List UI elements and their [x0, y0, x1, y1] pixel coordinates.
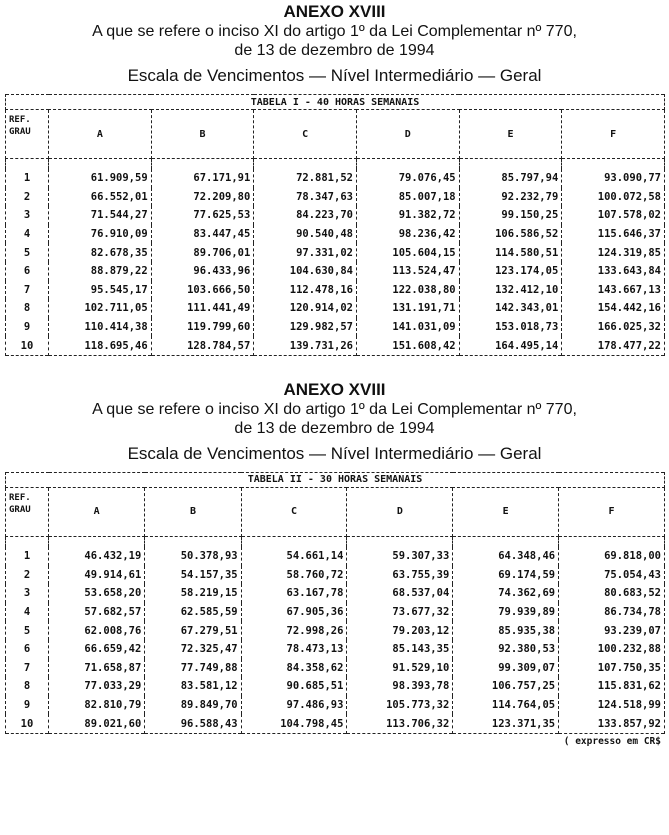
column-header-a: A — [49, 487, 145, 536]
grade-cell: 3 — [6, 206, 49, 225]
salary-cell: 79.939,89 — [453, 603, 559, 622]
salary-cell: 77.749,88 — [145, 659, 241, 678]
salary-cell: 178.477,22 — [562, 336, 665, 355]
column-header-b: B — [145, 487, 241, 536]
salary-cell: 102.711,05 — [49, 299, 152, 318]
salary-cell: 107.750,35 — [559, 659, 665, 678]
salary-cell: 71.544,27 — [49, 206, 152, 225]
salary-cell: 46.432,19 — [49, 547, 145, 566]
salary-cell: 83.581,12 — [145, 677, 241, 696]
salary-cell: 128.784,57 — [151, 336, 254, 355]
salary-cell: 153.018,73 — [459, 318, 562, 337]
salary-cell: 97.486,93 — [241, 696, 347, 715]
salary-cell: 77.625,53 — [151, 206, 254, 225]
salary-cell: 105.604,15 — [356, 243, 459, 262]
salary-cell: 89.021,60 — [49, 714, 145, 733]
spacer-cell — [453, 536, 559, 547]
salary-cell: 113.706,32 — [347, 714, 453, 733]
salary-cell: 78.347,63 — [254, 188, 357, 207]
grade-cell: 2 — [6, 188, 49, 207]
salary-cell: 61.909,59 — [49, 169, 152, 188]
salary-cell: 69.818,00 — [559, 547, 665, 566]
salary-cell: 113.524,47 — [356, 262, 459, 281]
table-row — [6, 243, 665, 262]
spacer-cell — [347, 536, 453, 547]
grade-cell: 3 — [6, 584, 49, 603]
salary-cell: 88.879,22 — [49, 262, 152, 281]
ref-header: REF. — [9, 492, 31, 503]
spacer-cell — [356, 159, 459, 170]
salary-cell: 106.586,52 — [459, 225, 562, 244]
salary-cell: 67.905,36 — [241, 603, 347, 622]
grade-cell: 1 — [6, 547, 49, 566]
salary-cell: 82.678,35 — [49, 243, 152, 262]
table-title-row — [6, 472, 665, 487]
table-row — [6, 584, 665, 603]
column-header-e: E — [453, 487, 559, 536]
salary-cell: 85.007,18 — [356, 188, 459, 207]
salary-cell: 143.667,13 — [562, 281, 665, 300]
salary-cell: 97.331,02 — [254, 243, 357, 262]
scale-title: Escala de Vencimentos — Nível Intermediário — Geral — [127, 66, 542, 85]
section-table-1 — [0, 0, 669, 356]
salary-cell: 80.683,52 — [559, 584, 665, 603]
grade-cell: 4 — [6, 603, 49, 622]
salary-cell: 111.441,49 — [151, 299, 254, 318]
table-row — [6, 677, 665, 696]
salary-cell: 67.171,91 — [151, 169, 254, 188]
salary-cell: 90.685,51 — [241, 677, 347, 696]
table-row — [6, 696, 665, 715]
ref-header: REF. — [9, 115, 31, 125]
table-row — [6, 206, 665, 225]
table-row — [6, 714, 665, 733]
salary-cell: 166.025,32 — [562, 318, 665, 337]
salary-cell: 66.659,42 — [49, 640, 145, 659]
salary-cell: 85.143,35 — [347, 640, 453, 659]
spacer-cell — [6, 159, 49, 170]
grade-cell: 5 — [6, 243, 49, 262]
table-row — [6, 659, 665, 678]
spacer-cell — [145, 536, 241, 547]
table-row — [6, 603, 665, 622]
salary-cell: 123.371,35 — [453, 714, 559, 733]
salary-table — [5, 472, 665, 734]
salary-cell: 114.764,05 — [453, 696, 559, 715]
column-header-c: C — [241, 487, 347, 536]
grade-cell: 7 — [6, 281, 49, 300]
spacer-cell — [459, 159, 562, 170]
salary-cell: 72.998,26 — [241, 621, 347, 640]
salary-cell: 118.695,46 — [49, 336, 152, 355]
salary-cell: 84.358,62 — [241, 659, 347, 678]
law-reference-line-1: A que se refere o inciso XI do artigo 1º da Lei Complementar nº 770, — [92, 400, 577, 418]
salary-cell: 107.578,02 — [562, 206, 665, 225]
table-row — [6, 281, 665, 300]
table-row — [6, 621, 665, 640]
salary-cell: 119.799,60 — [151, 318, 254, 337]
table-row — [6, 225, 665, 244]
salary-cell: 103.666,50 — [151, 281, 254, 300]
ref-grade-header — [6, 110, 49, 159]
grade-cell: 9 — [6, 318, 49, 337]
spacer-cell — [241, 536, 347, 547]
column-header-row — [6, 110, 665, 159]
spacer-cell — [254, 159, 357, 170]
salary-cell: 85.797,94 — [459, 169, 562, 188]
spacer-cell — [49, 536, 145, 547]
salary-cell: 72.325,47 — [145, 640, 241, 659]
grade-cell: 1 — [6, 169, 49, 188]
salary-cell: 79.203,12 — [347, 621, 453, 640]
salary-cell: 106.757,25 — [453, 677, 559, 696]
salary-cell: 98.236,42 — [356, 225, 459, 244]
grade-cell: 10 — [6, 714, 49, 733]
grade-header: GRAU — [9, 127, 31, 137]
salary-cell: 74.362,69 — [453, 584, 559, 603]
salary-cell: 84.223,70 — [254, 206, 357, 225]
ref-grade-header — [6, 487, 49, 536]
salary-cell: 54.661,14 — [241, 547, 347, 566]
spacer-row — [6, 159, 665, 170]
section-table-2 — [0, 356, 669, 747]
salary-cell: 133.643,84 — [562, 262, 665, 281]
column-header-e: E — [459, 110, 562, 159]
spacer-cell — [562, 159, 665, 170]
salary-cell: 91.382,72 — [356, 206, 459, 225]
salary-cell: 72.209,80 — [151, 188, 254, 207]
table-title-row — [6, 95, 665, 110]
scale-title: Escala de Vencimentos — Nível Intermediário — Geral — [127, 443, 542, 463]
salary-cell: 93.239,07 — [559, 621, 665, 640]
column-header-b: B — [151, 110, 254, 159]
table-row — [6, 318, 665, 337]
salary-cell: 83.447,45 — [151, 225, 254, 244]
salary-cell: 98.393,78 — [347, 677, 453, 696]
salary-cell: 54.157,35 — [145, 566, 241, 585]
salary-cell: 85.935,38 — [453, 621, 559, 640]
salary-cell: 99.309,07 — [453, 659, 559, 678]
salary-cell: 72.881,52 — [254, 169, 357, 188]
column-header-f: F — [562, 110, 665, 159]
table-row — [6, 336, 665, 355]
salary-table — [5, 94, 665, 356]
grade-cell: 6 — [6, 262, 49, 281]
table-row — [6, 188, 665, 207]
table-row — [6, 169, 665, 188]
column-header-c: C — [254, 110, 357, 159]
salary-cell: 132.412,10 — [459, 281, 562, 300]
salary-cell: 71.658,87 — [49, 659, 145, 678]
salary-cell: 95.545,17 — [49, 281, 152, 300]
grade-cell: 4 — [6, 225, 49, 244]
table-row — [6, 640, 665, 659]
salary-cell: 112.478,16 — [254, 281, 357, 300]
salary-cell: 59.307,33 — [347, 547, 453, 566]
salary-cell: 141.031,09 — [356, 318, 459, 337]
salary-cell: 90.540,48 — [254, 225, 357, 244]
table-row — [6, 547, 665, 566]
grade-cell: 8 — [6, 677, 49, 696]
table-row — [6, 299, 665, 318]
salary-cell: 75.054,43 — [559, 566, 665, 585]
annex-title: ANEXO XVIII — [283, 2, 386, 21]
salary-cell: 124.319,85 — [562, 243, 665, 262]
column-header-f: F — [559, 487, 665, 536]
grade-cell: 6 — [6, 640, 49, 659]
salary-cell: 79.076,45 — [356, 169, 459, 188]
grade-header: GRAU — [9, 504, 31, 515]
spacer-cell — [559, 536, 665, 547]
salary-cell: 82.810,79 — [49, 696, 145, 715]
salary-cell: 93.090,77 — [562, 169, 665, 188]
salary-cell: 96.588,43 — [145, 714, 241, 733]
salary-cell: 124.518,99 — [559, 696, 665, 715]
salary-cell: 78.473,13 — [241, 640, 347, 659]
salary-cell: 89.706,01 — [151, 243, 254, 262]
salary-cell: 129.982,57 — [254, 318, 357, 337]
spacer-cell — [49, 159, 152, 170]
salary-cell: 50.378,93 — [145, 547, 241, 566]
table-row — [6, 262, 665, 281]
grade-cell: 7 — [6, 659, 49, 678]
salary-cell: 104.630,84 — [254, 262, 357, 281]
table-title: TABELA II - 30 HORAS SEMANAIS — [6, 472, 665, 487]
annex-title: ANEXO XVIII — [283, 379, 386, 399]
column-header-d: D — [347, 487, 453, 536]
salary-cell: 63.755,39 — [347, 566, 453, 585]
salary-cell: 131.191,71 — [356, 299, 459, 318]
salary-cell: 67.279,51 — [145, 621, 241, 640]
salary-cell: 115.831,62 — [559, 677, 665, 696]
salary-cell: 89.849,70 — [145, 696, 241, 715]
salary-cell: 139.731,26 — [254, 336, 357, 355]
table-row — [6, 566, 665, 585]
salary-cell: 99.150,25 — [459, 206, 562, 225]
salary-cell: 100.232,88 — [559, 640, 665, 659]
table-title: TABELA I - 40 HORAS SEMANAIS — [6, 95, 665, 110]
salary-cell: 120.914,02 — [254, 299, 357, 318]
salary-cell: 91.529,10 — [347, 659, 453, 678]
salary-cell: 114.580,51 — [459, 243, 562, 262]
salary-cell: 105.773,32 — [347, 696, 453, 715]
salary-cell: 49.914,61 — [49, 566, 145, 585]
salary-cell: 164.495,14 — [459, 336, 562, 355]
salary-cell: 69.174,59 — [453, 566, 559, 585]
salary-cell: 96.433,96 — [151, 262, 254, 281]
salary-cell: 58.760,72 — [241, 566, 347, 585]
salary-cell: 122.038,80 — [356, 281, 459, 300]
salary-cell: 62.585,59 — [145, 603, 241, 622]
law-reference-line-1: A que se refere o inciso XI do artigo 1º da Lei Complementar nº 770, — [92, 23, 577, 40]
law-reference-line-2: de 13 de dezembro de 1994 — [234, 42, 435, 59]
salary-cell: 133.857,92 — [559, 714, 665, 733]
currency-footnote: ( expresso em CR$ — [563, 735, 661, 747]
salary-cell: 76.910,09 — [49, 225, 152, 244]
section-header — [0, 380, 669, 464]
grade-cell: 8 — [6, 299, 49, 318]
salary-cell: 100.072,58 — [562, 188, 665, 207]
salary-cell: 64.348,46 — [453, 547, 559, 566]
spacer-cell — [6, 536, 49, 547]
grade-cell: 9 — [6, 696, 49, 715]
salary-cell: 142.343,01 — [459, 299, 562, 318]
salary-cell: 154.442,16 — [562, 299, 665, 318]
spacer-row — [6, 536, 665, 547]
section-header — [0, 2, 669, 86]
spacer-cell — [151, 159, 254, 170]
grade-cell: 10 — [6, 336, 49, 355]
salary-cell: 86.734,78 — [559, 603, 665, 622]
column-header-a: A — [49, 110, 152, 159]
salary-cell: 66.552,01 — [49, 188, 152, 207]
salary-cell: 123.174,05 — [459, 262, 562, 281]
salary-cell: 62.008,76 — [49, 621, 145, 640]
column-header-d: D — [356, 110, 459, 159]
salary-cell: 104.798,45 — [241, 714, 347, 733]
grade-cell: 2 — [6, 566, 49, 585]
salary-cell: 53.658,20 — [49, 584, 145, 603]
column-header-row — [6, 487, 665, 536]
salary-cell: 57.682,57 — [49, 603, 145, 622]
law-reference-line-2: de 13 de dezembro de 1994 — [234, 419, 435, 437]
salary-cell: 73.677,32 — [347, 603, 453, 622]
salary-cell: 68.537,04 — [347, 584, 453, 603]
salary-cell: 92.380,53 — [453, 640, 559, 659]
salary-cell: 92.232,79 — [459, 188, 562, 207]
salary-cell: 77.033,29 — [49, 677, 145, 696]
grade-cell: 5 — [6, 621, 49, 640]
salary-cell: 58.219,15 — [145, 584, 241, 603]
salary-cell: 115.646,37 — [562, 225, 665, 244]
salary-cell: 110.414,38 — [49, 318, 152, 337]
salary-cell: 63.167,78 — [241, 584, 347, 603]
salary-cell: 151.608,42 — [356, 336, 459, 355]
